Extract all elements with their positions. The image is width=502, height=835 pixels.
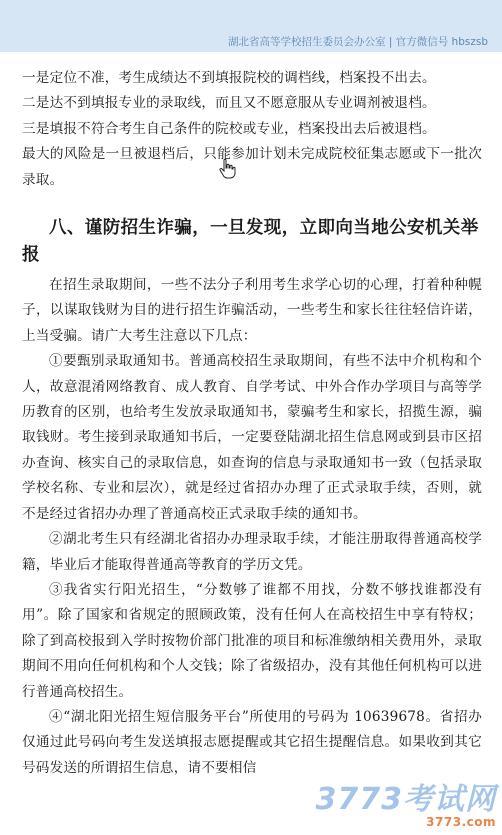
document-body bbox=[22, 66, 482, 781]
section-paragraph-1: 在招生录取期间，一些不法分子利用考生求学心切的心理，打着种种幌子，以谋取钱财为目的进行招生诈骗活动，一些考生和家长往往轻信许诺，上当受骗。请广大考生注意以下几点： bbox=[22, 277, 482, 344]
section-paragraph-5: ④“湖北阳光招生短信服务平台”所使用的号码为 10639678。省招办仅通过此号码向考生发送填报志愿提醒或其它招生提醒信息。如果收到其它号码发送的所谓招生信息，请不要相信 bbox=[22, 708, 482, 776]
section-paragraph-4: ③我省实行阳光招生，“分数够了谁都不用找，分数不够找谁都没有用”。除了国家和省规定的照顾政策，没有任何人在高校招生中享有特权；除了到高校报到入学时按物价部门批准的项目和标准缴纳相关费用外，录取期间不用向任何机构和个人交钱；除了省级招办，没有其他任何机构可以进行普通高校招生。 bbox=[22, 581, 482, 700]
header-bar bbox=[0, 0, 502, 52]
watermark-url: 3773.com bbox=[426, 815, 496, 829]
section-title: 八、谨防招生诈骗，一旦发现，立即向当地公安机关举报 bbox=[22, 218, 479, 266]
watermark-logo: 3773考试网 bbox=[315, 782, 496, 817]
intro-line-3: 三是填报不符合考生自己条件的院校或专业，档案投出去后被退档。 bbox=[22, 120, 436, 137]
header-text: 湖北省高等学校招生委员会办公室 | 官方微信号 hbszsb bbox=[228, 36, 488, 48]
intro-line-4: 最大的风险是一旦被退档后，只能参加计划未完成院校征集志愿或下一批次录取。 bbox=[22, 146, 482, 188]
hand-pointer-icon bbox=[218, 158, 236, 180]
section-paragraph-3: ②湖北考生只有经湖北省招办办理录取手续，才能注册取得普通高校学籍，毕业后才能取得普通高等教育的学历文凭。 bbox=[22, 531, 482, 573]
watermark bbox=[315, 782, 497, 829]
intro-line-2: 二是达不到填报专业的录取线，而且又不愿意服从专业调剂被退档。 bbox=[22, 95, 436, 112]
intro-line-1: 一是定位不准，考生成绩达不到填报院校的调档线，档案投不出去。 bbox=[22, 70, 436, 86]
section-paragraph-2: ①要甄别录取通知书。普通高校招生录取期间，有些不法中介机构和个人，故意混淆网络教育、成人教育、自学考试、中外合作办学项目与高等学历教育的区别，也给考生发放录取通知书，蒙骗考生和家长，招揽生源，骗取钱财。考生接到录取通知书后，一定要登陆湖北招生信息网或到县市区招办查询、核实自己的录取信息，如查询的信息与录取通知书一致（包括录取学校名称、专业和层次），就是经过省招办办理了正式录取手续，否则，就不是经过省招办办理了普通高校正式录取手续的通知书。 bbox=[22, 353, 482, 522]
